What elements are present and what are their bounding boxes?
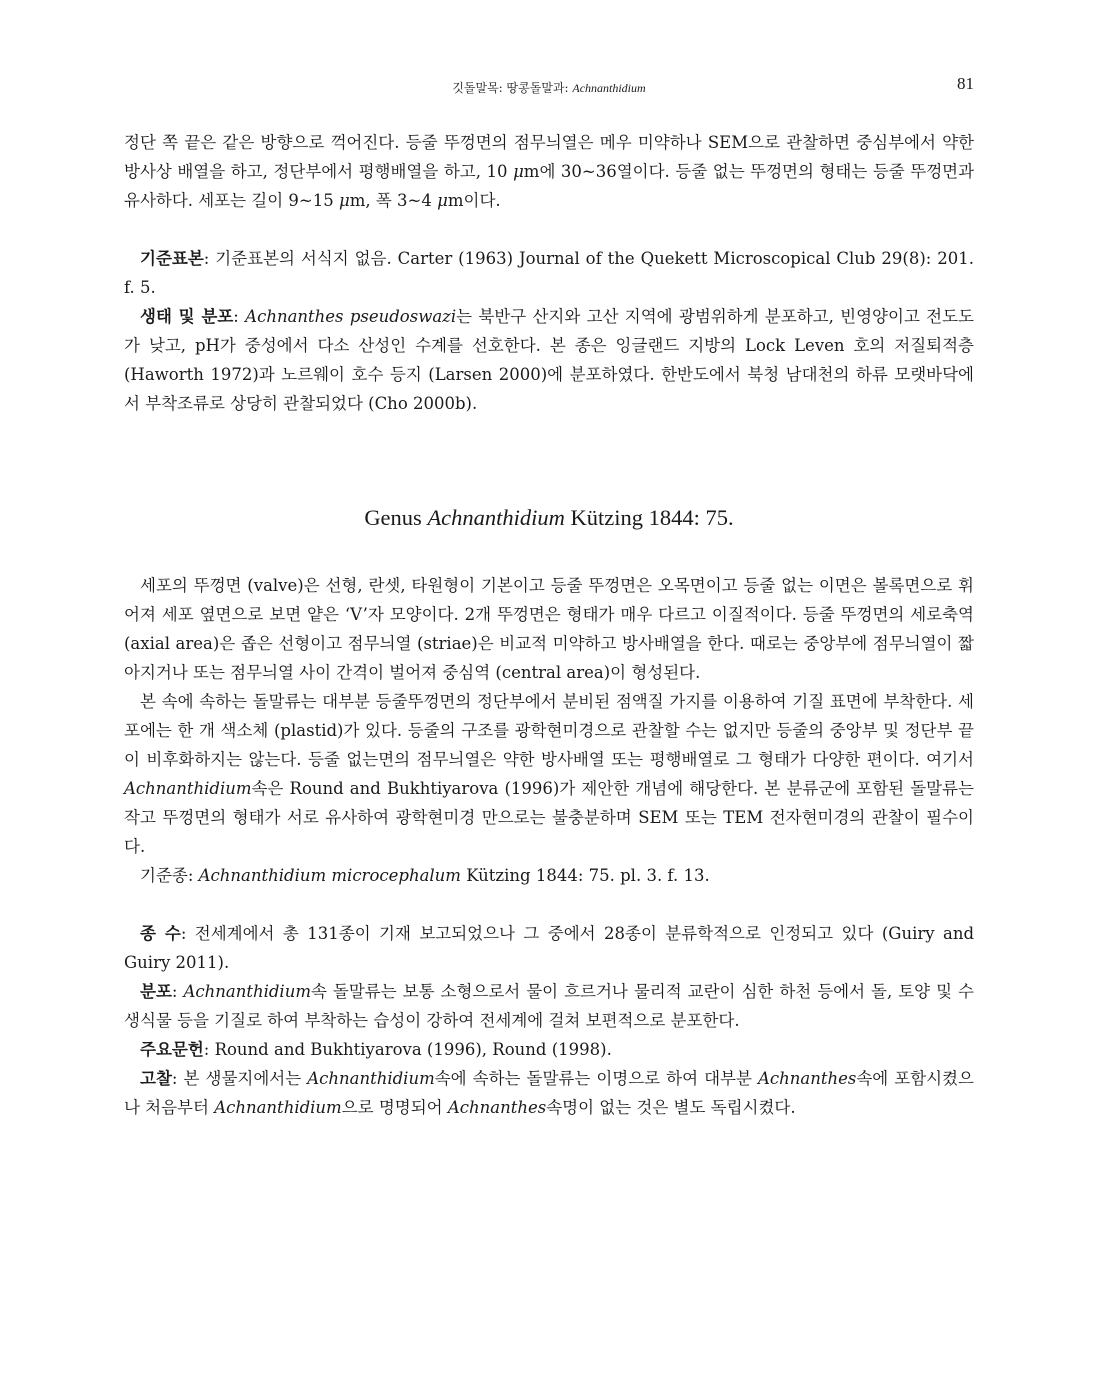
remarks-paragraph: 고찰: 본 생물지에서는 Achnanthidium속에 속하는 돌말류는 이명으로 하여 대부분 Achnanthes속에 포함시켰으나 처음부터 Achnanthidium으로 명명되어 Achnanthes속명이 없는 것은 별도 독립시켰다.: [124, 1069, 974, 1117]
micrometer-unit: μ: [513, 162, 524, 181]
page-number: 81: [957, 74, 974, 93]
genus-section-title: Genus Achnanthidium Kützing 1844: 75.: [364, 505, 734, 530]
ecology-label: 생태 및 분포: [140, 307, 234, 326]
page-header: [124, 76, 974, 96]
ecology-paragraph: 생태 및 분포: Achnanthes pseudoswazi는 북반구 산지와 고산 지역에 광범위하게 분포하고, 빈영양이고 전도도가 낮고, pH가 중성에서 다소 산성인 수계를 선호한다. 본 종은 잉글랜드 지방의 Lock Leven 호의 저질퇴적층 (Haworth 1972)과 노르웨이 호수 등지 (Larsen 2000)에 분포하였다. 한반도에서 북청 남대천의 하류 모랫바닥에서 부착조류로 상당히 관찰되었다 (Cho 2000b).: [124, 307, 974, 413]
type-species-paragraph: 기준종: Achnanthidium microcephalum Kützing 1844: 75. pl. 3. f. 13.: [140, 866, 710, 885]
type-species-label: 기준종:: [140, 866, 199, 885]
genus-name: Achnanthidium: [214, 1098, 342, 1117]
distribution-label: 분포: [140, 982, 172, 1001]
species-name: Achnanthidium microcephalum: [198, 866, 461, 885]
species-name: Achnanthes pseudoswazi: [245, 307, 457, 326]
genus-name: Achnanthes: [757, 1069, 857, 1088]
remarks-label: 고찰: [140, 1069, 172, 1088]
page-body: [124, 128, 974, 1122]
running-head-prefix: 깃돌말목: 땅콩돌말과:: [452, 81, 573, 95]
running-head-genus: Achnanthidium: [572, 81, 646, 95]
distribution-paragraph: 분포: Achnanthidium속 돌말류는 보통 소형으로서 물이 흐르거나 물리적 교란이 심한 하천 등에서 돌, 토양 및 수생식물 등을 기질로 하여 부착하는 습성이 강하여 전세계에 걸쳐 보편적으로 분포한다.: [124, 982, 974, 1030]
type-specimen-paragraph: 기준표본: 기준표본의 서식지 없음. Carter (1963) Journal of the Quekett Microscopical Club 29(8): 201. f. 5.: [124, 249, 974, 297]
genus-attachment-paragraph: 본 속에 속하는 돌말류는 대부분 등줄뚜껑면의 정단부에서 분비된 점액질 가지를 이용하여 기질 표면에 부착한다. 세포에는 한 개 색소체 (plastid)가 있다. 등줄의 구조를 광학현미경으로 관찰할 수는 없지만 등줄의 중앙부 및 정단부 끝이 비후화하지는 않는다. 등줄 없는면의 점무늬열은 약한 방사배열 또는 평행배열로 그 형태가 다양한 편이다. 여기서 Achnanthidium속은 Round and Bukhtiyarova (1996)가 제안한 개념에 해당한다. 본 분류군에 포함된 돌말류는 작고 뚜껑면의 형태가 서로 유사하여 광학현미경 만으로는 불충분하며 SEM 또는 TEM 전자현미경의 관찰이 필수이다.: [124, 692, 974, 856]
references-label: 주요문헌: [140, 1040, 204, 1059]
genus-description-paragraph: 세포의 뚜껑면 (valve)은 선형, 란셋, 타원형이 기본이고 등줄 뚜껑면은 오목면이고 등줄 없는 이면은 볼록면으로 휘어져 세포 옆면으로 보면 얕은 ‘V’자 모양이다. 2개 뚜껑면은 형태가 매우 다르고 이질적이다. 등줄 뚜껑면의 세로축역 (axial area)은 좁은 선형이고 점무늬열 (striae)은 비교적 미약하고 방사배열을 한다. 때로는 중앙부에 점무늬열이 짧아지거나 또는 점무늬열 사이 간격이 벌어져 중심역 (central area)이 형성된다.: [124, 576, 974, 682]
genus-name: Achnanthidium: [183, 982, 311, 1001]
genus-name: Achnanthidium: [307, 1069, 435, 1088]
genus-name: Achnanthes: [447, 1098, 547, 1117]
genus-name: Achnanthidium: [427, 505, 565, 530]
species-description-continued: 정단 쪽 끝은 같은 방향으로 꺽어진다. 등줄 뚜껑면의 점무늬열은 메우 미약하나 SEM으로 관찰하면 중심부에서 약한 방사상 배열을 하고, 정단부에서 평행배열을 하고, 10 μm에 30~36열이다. 등줄 없는 뚜껑면의 형태는 등줄 뚜껑면과 유사하다. 세포는 길이 9~15 μm, 폭 3~4 μm이다.: [124, 133, 975, 210]
running-head: [124, 79, 974, 96]
genus-name: Achnanthidium: [124, 779, 252, 798]
micrometer-unit: μ: [437, 191, 448, 210]
species-count-label: 종 수: [140, 924, 181, 943]
species-count-paragraph: 종 수: 전세계에서 총 131종이 기재 보고되었으나 그 중에서 28종이 분류학적으로 인정되고 있다 (Guiry and Guiry 2011).: [124, 924, 975, 972]
micrometer-unit: μ: [339, 191, 350, 210]
type-specimen-label: 기준표본: [140, 249, 204, 268]
references-paragraph: 주요문헌: Round and Bukhtiyarova (1996), Round (1998).: [140, 1040, 612, 1059]
